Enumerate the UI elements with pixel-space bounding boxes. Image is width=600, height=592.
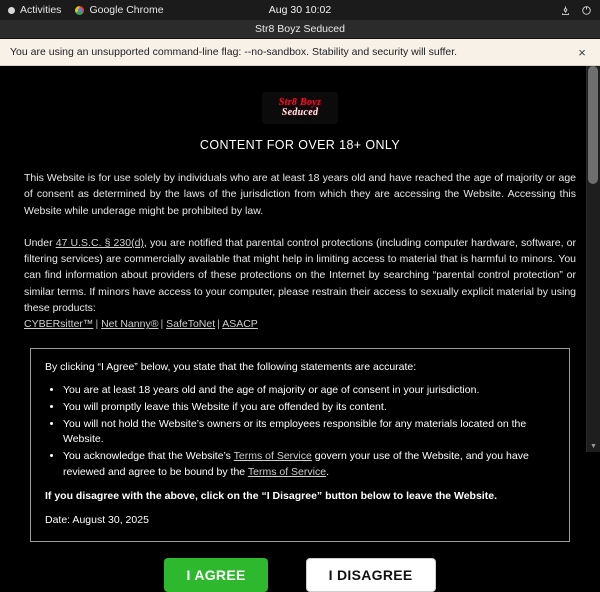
- paragraph2-pre: Under: [24, 236, 56, 249]
- product-links: [24, 318, 260, 330]
- network-icon[interactable]: [560, 5, 571, 16]
- dot-icon: [8, 7, 15, 14]
- separator-2: |: [160, 318, 164, 331]
- topbar-right: [560, 5, 600, 16]
- agreement-lead: By clicking “I Agree” below, you state that the following statements are accurate:: [45, 361, 417, 374]
- list-item-terms: [63, 449, 555, 481]
- agreement-box: [30, 348, 570, 542]
- agree-button[interactable]: I AGREE: [164, 558, 267, 592]
- disagree-instruction: If you disagree with the above, click on the “I Disagree” button below to leave the Website.: [45, 489, 497, 502]
- list-item: • You will not hold the Website’s owners or its employees responsible for any materials located on the Website.: [63, 417, 555, 449]
- statute-link[interactable]: 47 U.S.C. § 230(d): [55, 236, 144, 249]
- product-link-cybersitter[interactable]: CYBERsitter™: [24, 318, 94, 331]
- logo-line2: Seduced: [281, 107, 319, 118]
- bullet4-post: .: [326, 465, 329, 478]
- topbar-clock[interactable]: Aug 30 10:02: [268, 4, 332, 16]
- button-row: [24, 558, 576, 592]
- separator-1: |: [95, 318, 99, 331]
- terms-of-service-link-2[interactable]: Terms of Service: [247, 465, 327, 478]
- power-icon[interactable]: [581, 5, 592, 16]
- parental-controls-paragraph: [24, 235, 576, 333]
- window-titlebar: [0, 20, 600, 39]
- scroll-down-arrow-icon[interactable]: ▼: [590, 442, 597, 450]
- system-topbar: [0, 0, 600, 20]
- list-item: • You are at least 18 years old and the age of majority or age of consent in your jurisdiction.: [63, 383, 555, 399]
- close-icon[interactable]: ×: [578, 44, 586, 60]
- agreement-bullet-list: [45, 383, 555, 481]
- list-item: • You will promptly leave this Website if you are offended by its content.: [63, 400, 555, 416]
- bullet4-pre: You acknowledge that the Website’s: [63, 450, 234, 463]
- infobar-message: You are using an unsupported command-line flag: --no-sandbox. Stability and security will suffer.: [10, 46, 458, 58]
- date-label: Date: August 30, 2025: [45, 514, 149, 527]
- activities-button[interactable]: [8, 4, 61, 16]
- app-menu-chrome[interactable]: [75, 4, 163, 16]
- page-title: CONTENT FOR OVER 18+ ONLY: [199, 138, 401, 152]
- topbar-left: [0, 4, 164, 16]
- product-link-asacp[interactable]: ASACP: [222, 318, 258, 331]
- window-title: Str8 Boyz Seduced: [255, 23, 345, 35]
- bullet4-mid: govern your use of the Website, and you have reviewed and agree to be bound by the: [63, 450, 529, 478]
- chrome-icon: [75, 6, 84, 15]
- chrome-infobar: [0, 39, 600, 66]
- vertical-scrollbar[interactable]: [586, 66, 600, 452]
- app-menu-label: Google Chrome: [89, 4, 164, 16]
- scrollbar-thumb[interactable]: [588, 66, 598, 184]
- product-link-netnanny[interactable]: Net Nanny®: [101, 318, 159, 331]
- page-content: [0, 66, 600, 584]
- disagree-button[interactable]: I DISAGREE: [306, 558, 436, 592]
- logo-line1: Str8 Boyz: [278, 97, 322, 108]
- site-logo: [24, 92, 576, 124]
- paragraph2-post: , you are notified that parental control protections (including computer hardware, software, or filtering services) are commercially available that might help in limiting access to material that is harmful to minors. You can find information about providers of these protections on the Internet by searching “parental control protection” or similar terms. If minors have access to your computer, please restrain their access to sexually explicit material by using these products:: [24, 236, 577, 314]
- logo-text: [262, 92, 338, 124]
- product-link-safetonet[interactable]: SafeToNet: [166, 318, 216, 331]
- terms-of-service-link[interactable]: Terms of Service: [233, 450, 312, 463]
- separator-3: |: [217, 318, 220, 331]
- activities-label: Activities: [20, 4, 62, 16]
- age-notice-paragraph: This Website is for use solely by individuals who are at least 18 years old and have reached the age of majority or age of consent as determined by the laws of the jurisdiction from which they are accessing the Website. Accessing this Website while underage might be prohibited by law.: [24, 172, 576, 217]
